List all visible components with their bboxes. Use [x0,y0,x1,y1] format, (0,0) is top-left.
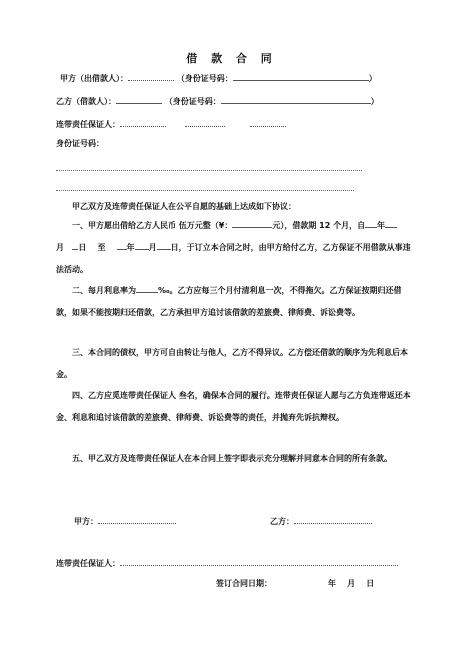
guarantor-count-text: 叁名 [178,391,195,400]
sign-party-a-row [74,516,176,527]
party-b-id-label: （身份证号码： [164,97,221,106]
interest-rate-blank[interactable] [136,285,158,293]
party-b-name-blank[interactable] [116,96,162,104]
end-month-blank[interactable] [135,242,149,250]
guarantor-name-blank-1[interactable] [120,119,166,127]
guarantor-name-blank-3[interactable] [250,119,286,127]
sign-guarantor-label: 连带责任保证人： [56,559,120,568]
sign-date-row [216,578,374,589]
sign-party-b-row [270,516,372,527]
sign-date-day: 日 [366,579,375,588]
guarantor-name-blank-2[interactable] [185,119,225,127]
id-number-label: 身份证号码： [56,139,104,148]
guarantor-label: 连带责任保证人： [56,120,120,129]
party-a-id-label: （身份证号码： [176,74,233,83]
party-a-id-close: ） [368,74,377,83]
party-a-label: 甲方（出借款人）： [60,74,128,83]
sign-date-month: 月 [347,579,356,588]
id-number-line-2[interactable] [56,190,354,191]
sign-guarantor-blank[interactable] [120,558,398,566]
party-b-row [56,96,379,107]
sign-party-a-label: 甲方： [74,517,98,526]
sign-party-b-label: 乙方： [270,517,294,526]
end-year-blank[interactable] [117,242,127,250]
sign-party-b-blank[interactable] [294,516,372,524]
party-a-name-blank[interactable] [128,73,174,81]
intro-text: 甲乙双方及连带责任保证人在公平自愿的基础上达成如下协议： [72,202,296,211]
clause-5: 五、甲乙双方及连带责任保证人在本合同上签字即表示充分理解并同意本合同的所有条款。 [72,454,392,463]
start-month-blank[interactable] [385,220,397,228]
party-b-id-blank[interactable] [221,96,371,104]
end-day-blank[interactable] [157,242,171,250]
sign-date-year: 年 [328,579,336,588]
id-number-line-1[interactable] [56,170,362,171]
party-b-id-close: ） [370,97,379,106]
clause-2: 二、每月利息率为 ‰。乙方应每三个月付清利息一次，不得拖欠。乙方保证按期归还借款，如果不能按期归还借款，乙方承担甲方追讨该借款的差旅费、律师费、诉讼费等。 [56,286,402,317]
clause-4: 四、乙方应觅连带责任保证人 叁名，确保本合同的履行。连带责任保证人愿与乙方负连带返还本金、利息和追讨该借款的差旅费、律师费、诉讼费等的责任，并抛弃先诉抗辩权。 [56,391,411,422]
party-a-row [60,73,377,84]
sign-party-a-blank[interactable] [98,516,176,524]
loan-amount-text: 伍万元整 [178,221,211,230]
clause-1: 一、甲方愿出借给乙方人民币 伍万元整（¥： 元），借款期 12 个月，自 年月 日 至 年 月 日，于订立本合同之时，由甲方给付乙方，乙方保证不用借款从事违法活动。 [56,221,411,274]
sign-date-label: 签订合同日期： [216,579,272,588]
guarantor-row [56,119,286,130]
clause-3: 三、本合同的债权，甲方可自由转让与他人，乙方不得异议。乙方偿还借款的顺序为先利息后本金。 [56,348,408,379]
start-year-blank[interactable] [365,220,377,228]
document-title: 借 款 合 同 [186,52,277,65]
sign-guarantor-row [56,558,398,569]
party-b-label: 乙方（借款人）： [56,97,116,106]
party-a-id-blank[interactable] [233,73,369,81]
amount-number-blank[interactable] [232,220,272,228]
